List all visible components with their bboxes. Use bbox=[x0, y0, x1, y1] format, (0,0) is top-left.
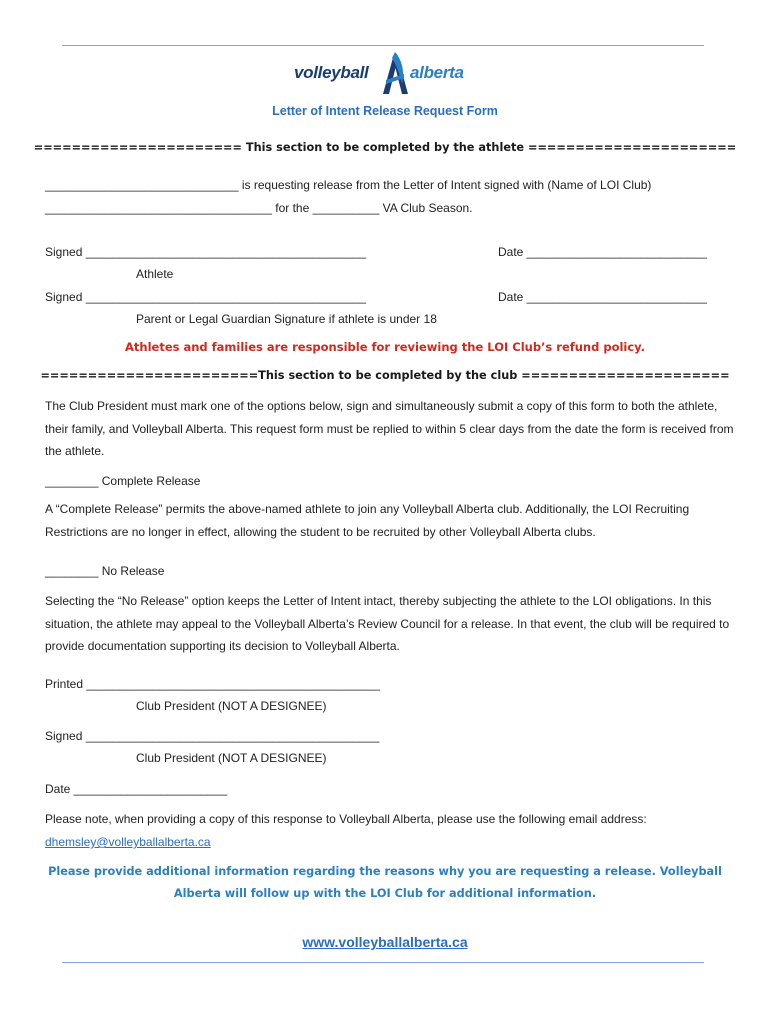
no-release-option: ________ No Release bbox=[45, 564, 165, 578]
email-note: Please note, when providing a copy of this response to Volleyball Alberta, please use the following email address: bbox=[45, 812, 647, 826]
athlete-label: Athlete bbox=[136, 267, 174, 281]
email-link[interactable]: dhemsley@volleyballalberta.ca bbox=[45, 835, 211, 849]
refund-policy-note: Athletes and families are responsible for reviewing the LOI Club’s refund policy. bbox=[125, 340, 645, 354]
no-release-description: Selecting the “No Release” option keeps the Letter of Intent intact, thereby subjecting the athlete to the LOI obligations. In this situation, the athlete may appeal to the Volleyball Alberta’s Review Council for a release. In that event, the club will be required to provide documentation supporting its decision to Volleyball Alberta. bbox=[45, 594, 730, 653]
complete-release-description: A “Complete Release” permits the above-named athlete to join any Volleyball Alberta club. Additionally, the LOI Recruiting Restrictions are no longer in effect, allowing the student to be recruited by other Volleyball Alberta clubs. bbox=[45, 502, 690, 539]
logo-text-alberta: alberta bbox=[410, 63, 464, 82]
additional-info-note: Please provide additional information regarding the reasons why you are requesting a release. Volleyball Alberta will follow up with the LOI Club for additional information. bbox=[48, 865, 722, 900]
athlete-signature-line: Signed __________________________________________ bbox=[45, 245, 366, 259]
logo-a-mark-icon bbox=[380, 50, 410, 96]
parent-signature-line: Signed __________________________________________ bbox=[45, 290, 366, 304]
signed-president-label: Club President (NOT A DESIGNEE) bbox=[136, 751, 327, 765]
bottom-rule bbox=[62, 962, 704, 963]
printed-name-line: Printed ____________________________________________ bbox=[45, 677, 381, 691]
logo-text-volleyball: volleyball bbox=[294, 63, 369, 82]
volleyball-alberta-logo bbox=[294, 50, 474, 96]
form-title: Letter of Intent Release Request Form bbox=[272, 104, 498, 118]
club-intro-paragraph: The Club President must mark one of the options below, sign and simultaneously submit a copy of this form to both the athlete, their family, and Volleyball Alberta. This request form must be replied to within 5 clear days from the date the form is received from the athlete. bbox=[45, 399, 734, 458]
club-date-line: Date _______________________ bbox=[45, 782, 228, 796]
athlete-section-header: ====================== This section to be completed by the athlete ====================== bbox=[33, 141, 737, 154]
season-line: __________________________________ for the __________ VA Club Season. bbox=[45, 201, 473, 215]
parent-label: Parent or Legal Guardian Signature if athlete is under 18 bbox=[136, 312, 437, 326]
president-signature-line: Signed ____________________________________________ bbox=[45, 729, 380, 743]
club-section-header: =======================This section to be completed by the club ====================== bbox=[40, 369, 730, 382]
parent-date-line: Date ___________________________ bbox=[498, 290, 707, 304]
printed-president-label: Club President (NOT A DESIGNEE) bbox=[136, 699, 327, 713]
website-link[interactable]: www.volleyballalberta.ca bbox=[302, 934, 468, 950]
top-rule bbox=[62, 45, 704, 46]
complete-release-option: ________ Complete Release bbox=[45, 474, 201, 488]
athlete-request-line: _____________________________ is requesting release from the Letter of Intent signed with (Name of LOI Club) bbox=[45, 178, 652, 192]
athlete-date-line: Date ___________________________ bbox=[498, 245, 707, 259]
